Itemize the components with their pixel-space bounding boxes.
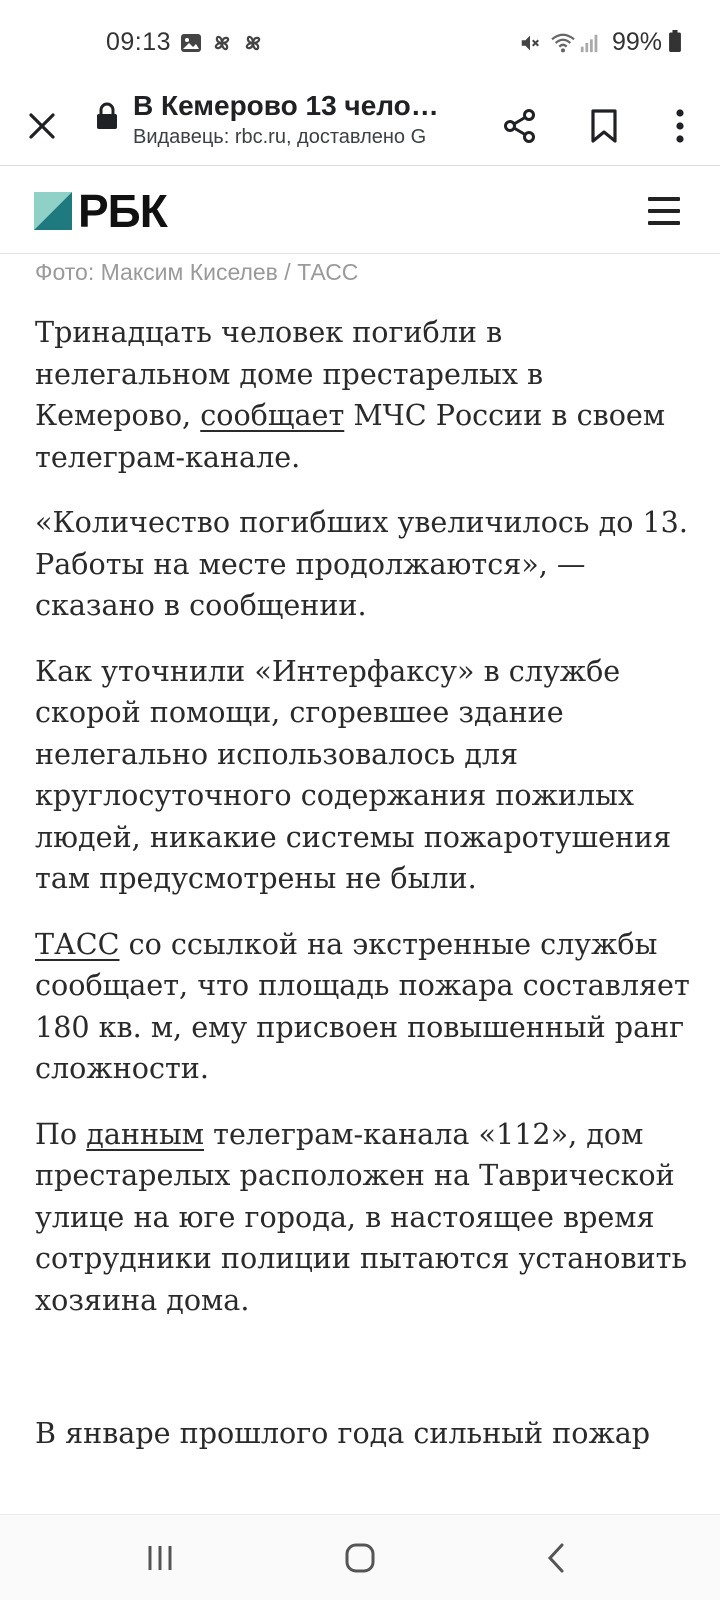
close-icon <box>27 111 57 141</box>
battery-percent: 99% <box>612 28 663 56</box>
pinwheel-icon <box>242 32 264 54</box>
back-button[interactable] <box>516 1531 596 1585</box>
paragraph: Тринадцать человек погибли в нелегальном доме престарелых в Кемерово, сообщает МЧС России в своем телеграм-канале. <box>35 315 666 474</box>
link-tass[interactable]: ТАСС <box>35 926 120 961</box>
recents-button[interactable] <box>120 1531 200 1585</box>
home-button[interactable] <box>320 1531 400 1585</box>
back-icon <box>545 1542 567 1574</box>
wifi-icon <box>549 32 577 54</box>
menu-button[interactable] <box>640 193 688 229</box>
publisher-info: Видавець: rbc.ru, доставлено G <box>133 126 427 148</box>
paragraph: ТАСС со ссылкой на экстренные службы сообщает, что площадь пожара составляет 180 кв. м, ему присвоен повышенный ранг сложности. <box>35 926 690 1085</box>
home-icon <box>344 1542 376 1574</box>
hamburger-icon <box>648 197 680 201</box>
rbc-logo[interactable] <box>34 185 167 237</box>
close-button[interactable] <box>2 86 82 166</box>
page-title: В Кемерово 13 чело… <box>133 90 439 121</box>
status-time: 09:13 <box>106 28 172 56</box>
paragraph: В январе прошлого года сильный пожар <box>35 1416 651 1450</box>
link-soobshchaet[interactable]: сообщает <box>200 398 345 432</box>
more-options-button[interactable] <box>640 86 720 166</box>
rbc-logo-mark-icon <box>34 192 72 230</box>
share-icon <box>502 108 538 144</box>
article-body <box>35 254 695 1514</box>
lock-icon <box>96 102 118 130</box>
pinwheel-icon <box>211 32 233 54</box>
browser-toolbar <box>0 86 720 166</box>
battery-icon <box>668 30 682 52</box>
paragraph: По данным телеграм-канала «112», дом престарелых расположен на Таврической улице на юге города, в настоящее время сотрудники полиции пытаются установить хозяина дома. <box>35 1116 688 1317</box>
gallery-icon <box>180 32 202 54</box>
more-icon <box>675 109 685 143</box>
status-bar <box>0 0 720 86</box>
bookmark-icon <box>590 108 618 144</box>
link-dannym[interactable]: данным <box>86 1116 205 1151</box>
mute-icon <box>518 32 542 54</box>
signal-icon <box>578 32 602 54</box>
system-nav-bar <box>0 1514 720 1600</box>
photo-caption: Фото: Максим Киселев / ТАСС <box>35 259 359 285</box>
bookmark-button[interactable] <box>564 86 644 166</box>
site-header <box>0 167 720 254</box>
recents-icon <box>145 1543 175 1573</box>
share-button[interactable] <box>480 86 560 166</box>
paragraph: «Количество погибших увеличилось до 13. Работы на месте продолжаются», — сказано в сообщении. <box>35 505 688 622</box>
paragraph: Как уточнили «Интерфаксу» в службе скорой помощи, сгоревшее здание нелегально использовалось для круглосуточного содержания пожилых людей, никакие системы пожаротушения там предусмотрены не были. <box>35 653 672 895</box>
logo-text: РБК <box>78 185 167 237</box>
